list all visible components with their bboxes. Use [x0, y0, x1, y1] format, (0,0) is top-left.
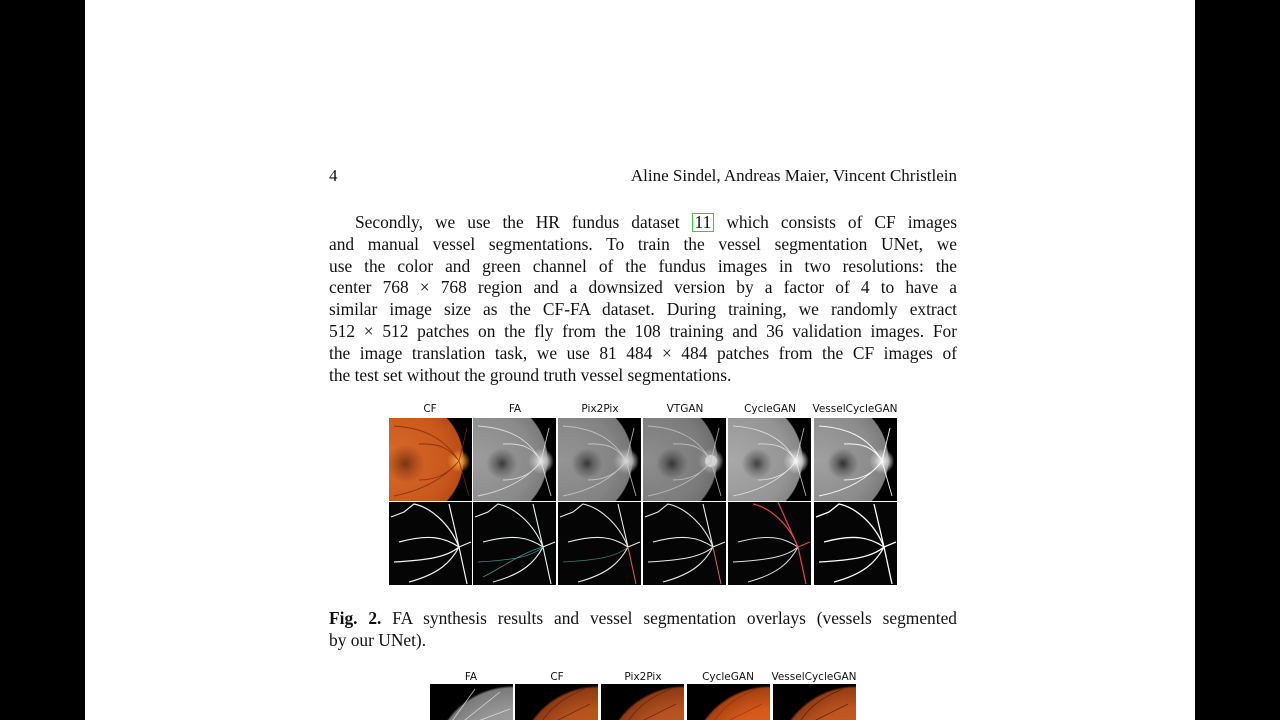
- figure-3: [85, 0, 1195, 720]
- paragraph-line: the image translation task, we use 81 484 × 484 patches from the CF images of: [329, 342, 957, 363]
- authors-header: Aline Sindel, Andreas Maier, Vincent Christlein: [630, 166, 957, 185]
- paragraph-line: similar image size as the CF-FA dataset. During training, we randomly extract: [329, 299, 957, 320]
- paragraph-line: the test set without the ground truth vessel segmentations.: [329, 364, 732, 385]
- caption-line: Fig. 2. FA synthesis results and vessel segmentation overlays (vessels segmented: [329, 608, 957, 628]
- paragraph-line: Secondly, we use the HR fundus dataset 11 which consists of CF images: [355, 212, 957, 232]
- column-label-cyclegan: CycleGAN: [702, 671, 754, 683]
- column-label-fa: FA: [464, 671, 478, 683]
- caption-label: Fig. 2.: [329, 608, 382, 628]
- column-label-vesselcyclegan: VesselCycleGAN: [771, 671, 857, 683]
- paragraph-line: 512 × 512 patches on the fly from the 108 training and 36 validation images. For: [329, 320, 957, 341]
- caption-line: by our UNet).: [329, 629, 427, 650]
- column-label-cyclegan: CycleGAN: [744, 403, 796, 415]
- paragraph-line: use the color and green channel of the fundus images in two resolutions: the: [329, 255, 957, 276]
- column-label-vtgan: VTGAN: [666, 403, 704, 415]
- fundus-image-cf: [515, 684, 598, 720]
- fundus-image-vesselcyclegan: [773, 684, 856, 720]
- fundus-image-pix2pix: [601, 684, 684, 720]
- fundus-image-fa: [430, 684, 513, 720]
- citation-link[interactable]: 11: [692, 213, 715, 232]
- fundus-image-cyclegan: [687, 684, 770, 720]
- column-label-fa: FA: [508, 403, 522, 415]
- column-label-cf: CF: [550, 671, 564, 683]
- paragraph-line: center 768 × 768 region and a downsized version by a factor of 4 to have a: [329, 277, 957, 298]
- column-label-vesselcyclegan: VesselCycleGAN: [812, 403, 898, 415]
- column-label-pix2pix: Pix2Pix: [581, 403, 619, 415]
- column-label-cf: CF: [423, 403, 437, 415]
- column-label-pix2pix: Pix2Pix: [624, 671, 662, 683]
- page-number: 4: [329, 166, 338, 185]
- paragraph-line: and manual vessel segmentations. To train the vessel segmentation UNet, we: [329, 233, 957, 254]
- pdf-page: [85, 0, 1195, 720]
